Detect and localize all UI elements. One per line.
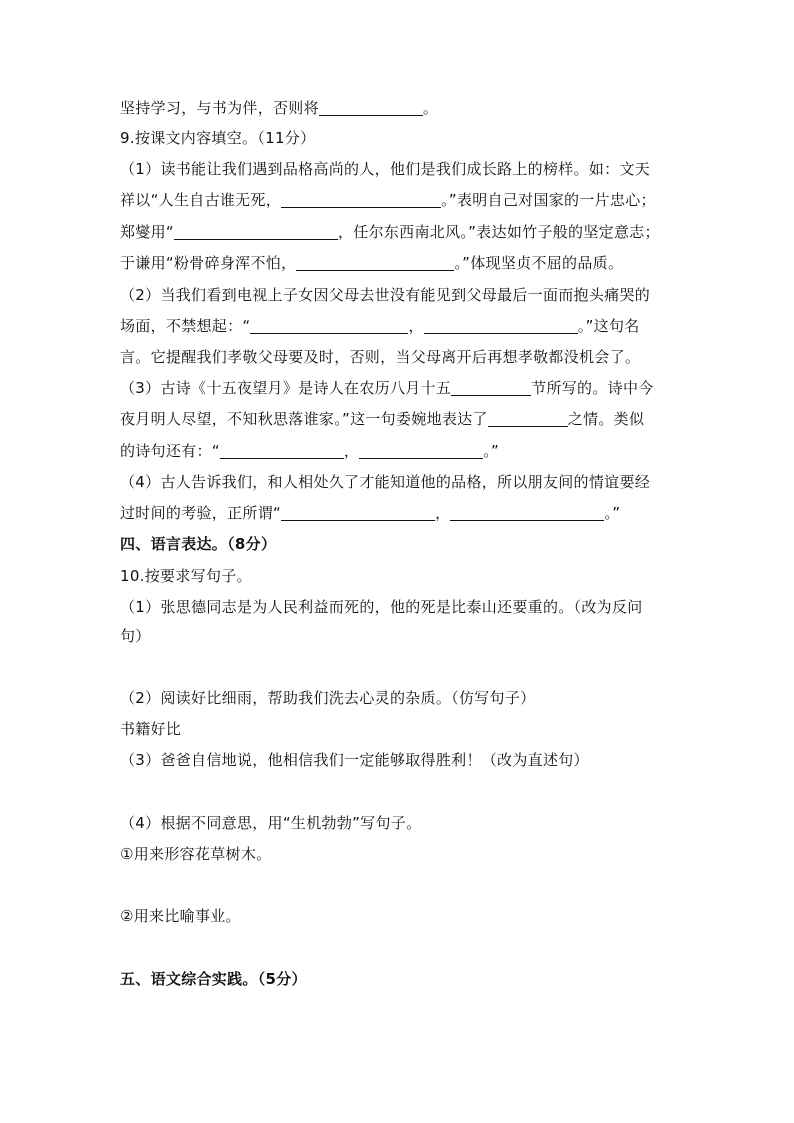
q9-part3-line3: 的诗句还有：“ ， 。” [120, 442, 500, 460]
q10-part4-text: （4）根据不同意思，用“生机勃勃”写句子。 [120, 814, 422, 832]
answer-blank[interactable] [451, 379, 531, 396]
q9-part1-text: （1）读书能让我们遇到品格高尚的人，他们是我们成长路上的榜样。如：文天 [120, 160, 651, 178]
section-5-heading: 五、语文综合实践。（5分） [120, 970, 307, 988]
answer-blank[interactable] [319, 99, 423, 116]
section-4-heading: 四、语言表达。（8分） [120, 535, 277, 553]
q10-part4-item2: ②用来比喻事业。 [120, 907, 241, 925]
q9-part2-text: （2）当我们看到电视上子女因父母去世没有能见到父母最后一面而抱头痛哭的 [120, 286, 651, 304]
q10-part1-text-cont: 句） [120, 627, 151, 645]
line-continue-study: 坚持学习，与书为伴，否则将 。 [120, 99, 439, 117]
q9-part1-line3: 郑燮用“ ，任尔东西南北风。”表达如竹子般的坚定意志； [120, 223, 660, 241]
answer-blank[interactable] [359, 442, 483, 459]
q9-part2-line3: 言。它提醒我们孝敬父母要及时，否则，当父母离开后再想孝敬都没机会了。 [120, 348, 641, 366]
answer-blank[interactable] [250, 317, 408, 334]
question-10-title: 10.按要求写句子。 [120, 567, 252, 585]
q9-part1-line4: 于谦用“粉骨碎身浑不怕， 。”体现坚贞不屈的品质。 [120, 254, 624, 272]
q10-part1-text: （1）张思德同志是为人民利益而死的，他的死是比泰山还要重的。（改为反问 [120, 598, 643, 616]
q9-part4-line2: 过时间的考验，正所谓“ ， 。” [120, 504, 621, 522]
answer-blank[interactable] [450, 504, 604, 521]
answer-blank[interactable] [296, 254, 454, 271]
q9-part3-line2: 夜月明人尽望，不知秋思落谁家。”这一句委婉地表达了 之情。类似 [120, 410, 645, 428]
q9-part3-text: （3）古诗《十五夜望月》是诗人在农历八月十五 节所写的。诗中今 [120, 379, 654, 397]
answer-blank[interactable] [220, 442, 344, 459]
q10-part2-text: （2）阅读好比细雨，帮助我们洗去心灵的杂质。（仿写句子） [120, 689, 536, 707]
q9-part2-line2: 场面，不禁想起：“ ， 。”这句名 [120, 317, 640, 335]
q9-part4-text: （4）古人告诉我们，和人相处久了才能知道他的品格，所以朋友间的情谊要经 [120, 473, 651, 491]
answer-blank[interactable] [424, 317, 578, 334]
answer-blank[interactable] [281, 191, 441, 208]
q9-part1-line2: 祥以“人生自古谁无死， 。”表明自己对国家的一片忠心； [120, 191, 656, 209]
q10-part4-item1: ①用来形容花草树木。 [120, 845, 272, 863]
answer-blank[interactable] [281, 504, 435, 521]
answer-blank[interactable] [488, 410, 568, 427]
question-9-title: 9.按课文内容填空。（11分） [120, 129, 316, 147]
q10-part3-text: （3）爸爸自信地说，他相信我们一定能够取得胜利！（改为直述句） [120, 751, 589, 769]
answer-blank[interactable] [174, 223, 338, 240]
q10-part2-prompt: 书籍好比 [120, 720, 182, 738]
